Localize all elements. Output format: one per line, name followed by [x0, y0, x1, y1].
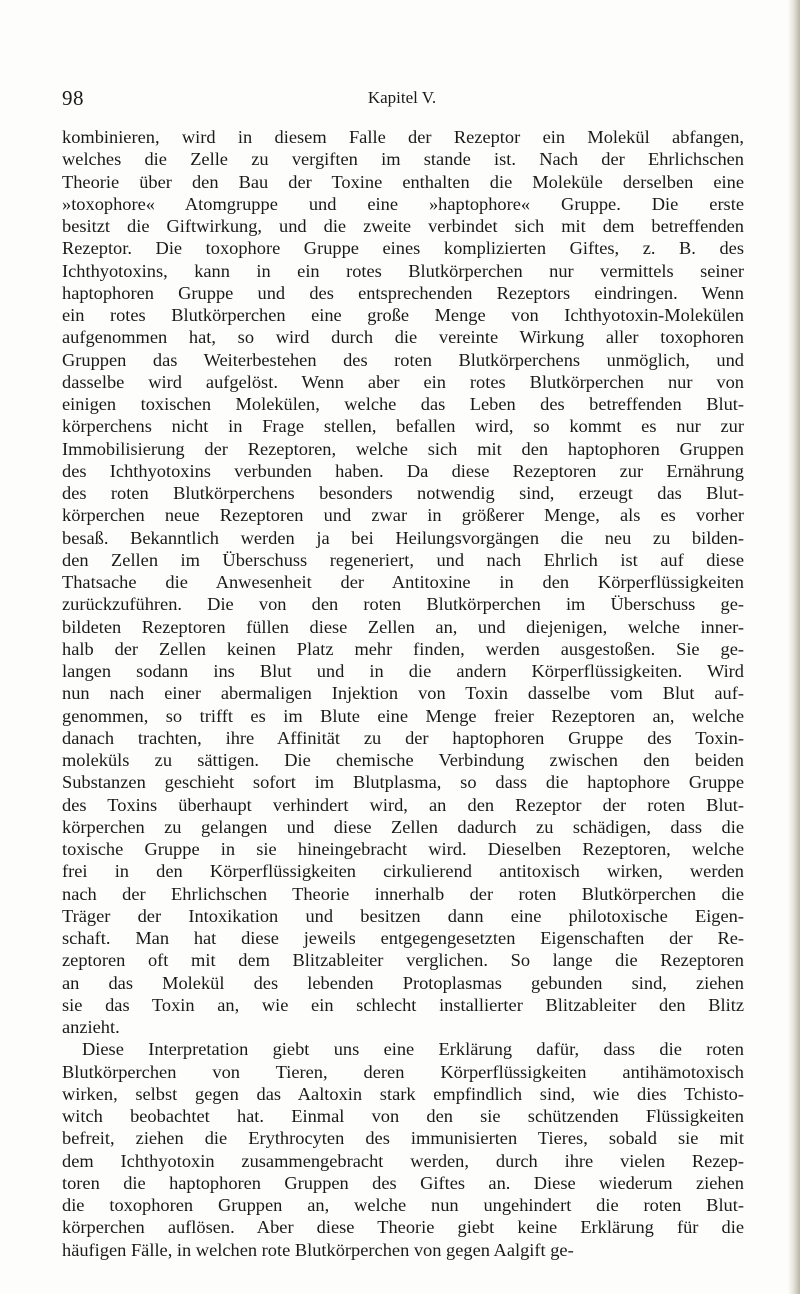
text-line: frei in den Körperflüssigkeiten cirkulierend antitoxisch wirken, werden — [62, 861, 744, 882]
text-line: toren die haptophoren Gruppen des Giftes an. Diese wiederum ziehen — [62, 1172, 744, 1193]
text-line: den Zellen im Überschuss regeneriert, und nach Ehrlich ist auf diese — [62, 549, 744, 570]
text-line: anzieht. — [62, 1017, 120, 1037]
text-line: die toxophoren Gruppen an, welche nun ungehindert die roten Blut- — [62, 1195, 744, 1215]
page-edge-shadow — [788, 0, 800, 1294]
text-line: Theorie über den Bau der Toxine enthalten die Moleküle derselben eine — [62, 171, 744, 192]
text-line: langen sodann ins Blut und in die andern Körperflüssigkeiten. Wird — [62, 661, 744, 681]
text-line: besaß. Bekanntlich werden ja bei Heilungsvorgängen die neu zu bilden- — [62, 527, 744, 548]
text-line: nun nach einer abermaligen Injektion von Toxin dasselbe vom Blut auf- — [62, 683, 744, 704]
text-line: wirken, selbst gegen das Aaltoxin stark empfindlich sind, wie dies Tchisto- — [62, 1083, 744, 1104]
text-line: des roten Blutkörperchens besonders notwendig sind, erzeugt das Blut- — [62, 483, 744, 503]
text-line: ein rotes Blutkörperchen eine große Menge von Ichthyotoxin-Molekülen — [62, 305, 744, 325]
text-line: schaft. Man hat diese jeweils entgegengesetzten Eigenschaften der Re- — [62, 928, 744, 948]
text-line: Diese Interpretation giebt uns eine Erklärung dafür, dass die roten — [82, 1039, 744, 1060]
text-line: bildeten Rezeptoren füllen diese Zellen an, und diejenigen, welche inner- — [62, 616, 744, 637]
text-line: Immobilisierung der Rezeptoren, welche sich mit den haptophoren Gruppen — [62, 438, 744, 459]
text-line: zurückzuführen. Die von den roten Blutkörperchen im Überschuss ge- — [62, 594, 744, 615]
text-line: körperchen auflösen. Aber diese Theorie giebt keine Erklärung für die — [62, 1217, 744, 1238]
text-line: zeptoren oft mit dem Blitzableiter verglichen. So lange die Rezeptoren — [62, 950, 744, 971]
text-line: genommen, so trifft es im Blute eine Menge freier Rezeptoren an, welche — [62, 705, 744, 726]
text-line: häufigen Fälle, in welchen rote Blutkörperchen von gegen Aalgift ge- — [62, 1239, 574, 1260]
text-line: einigen toxischen Molekülen, welche das Leben des betreffenden Blut- — [62, 394, 744, 414]
page-number: 98 — [62, 86, 84, 110]
text-line: moleküls zu sättigen. Die chemische Verbindung zwischen den beiden — [62, 750, 744, 770]
running-title: Kapitel V. — [367, 88, 437, 107]
paragraph — [62, 1038, 744, 1261]
text-line: haptophoren Gruppe und des entsprechenden Rezeptors eindringen. Wenn — [62, 282, 744, 303]
text-line: Rezeptor. Die toxophore Gruppe eines komplizierten Giftes, z. B. des — [62, 238, 744, 259]
text-line: nach der Ehrlichschen Theorie innerhalb der roten Blutkörperchen die — [62, 883, 744, 904]
page-header — [62, 86, 742, 114]
text-line: Träger der Intoxikation und besitzen dann eine philotoxische Eigen- — [62, 905, 744, 926]
text-line: dem Ichthyotoxin zusammengebracht werden, durch ihre vielen Rezep- — [62, 1150, 744, 1171]
text-line: des Toxins überhaupt verhindert wird, an den Rezeptor der roten Blut- — [62, 794, 744, 815]
text-line: kombinieren, wird in diesem Falle der Rezeptor ein Molekül abfangen, — [62, 127, 744, 147]
text-line: danach trachten, ihre Affinität zu der haptophoren Gruppe des Toxin- — [62, 727, 744, 748]
text-line: toxische Gruppe in sie hineingebracht wird. Dieselben Rezeptoren, welche — [62, 839, 744, 859]
text-line: Thatsache die Anwesenheit der Antitoxine in den Körperflüssigkeiten — [62, 572, 744, 592]
text-line: befreit, ziehen die Erythrocyten des immunisierten Tieres, sobald sie mit — [62, 1128, 744, 1149]
body-text — [62, 126, 744, 1261]
text-line: welches die Zelle zu vergiften im stande ist. Nach der Ehrlichschen — [62, 149, 744, 170]
text-line: Blutkörperchen von Tieren, deren Körperflüssigkeiten antihämotoxisch — [62, 1061, 744, 1082]
text-line: an das Molekül des lebenden Protoplasmas gebunden sind, ziehen — [62, 972, 744, 993]
text-line: halb der Zellen keinen Platz mehr finden, werden ausgestoßen. Sie ge- — [62, 638, 744, 659]
text-line: aufgenommen hat, so wird durch die vereinte Wirkung aller toxophoren — [62, 327, 744, 348]
text-line: Ichthyotoxins, kann in ein rotes Blutkörperchen nur vermittels seiner — [62, 260, 744, 281]
text-line: besitzt die Giftwirkung, und die zweite verbindet sich mit dem betreffenden — [62, 216, 744, 236]
text-line: dasselbe wird aufgelöst. Wenn aber ein rotes Blutkörperchen nur von — [62, 371, 744, 392]
text-line: körperchens nicht in Frage stellen, befallen wird, so kommt es nur zur — [62, 416, 744, 437]
text-line: witch beobachtet hat. Einmal von den sie schützenden Flüssigkeiten — [62, 1106, 744, 1126]
text-line: körperchen neue Rezeptoren und zwar in größerer Menge, als es vorher — [62, 505, 744, 526]
paragraph — [62, 126, 744, 1038]
text-line: sie das Toxin an, wie ein schlecht installierter Blitzableiter den Blitz — [62, 994, 744, 1015]
text-line: Substanzen geschieht sofort im Blutplasma, so dass die haptophore Gruppe — [62, 772, 744, 793]
text-line: körperchen zu gelangen und diese Zellen dadurch zu schädigen, dass die — [62, 816, 744, 837]
text-line: »toxophore« Atomgruppe und eine »haptophore« Gruppe. Die erste — [62, 193, 744, 214]
text-line: Gruppen das Weiterbestehen des roten Blutkörperchens unmöglich, und — [62, 349, 744, 370]
text-line: des Ichthyotoxins verbunden haben. Da diese Rezeptoren zur Ernährung — [62, 460, 744, 481]
